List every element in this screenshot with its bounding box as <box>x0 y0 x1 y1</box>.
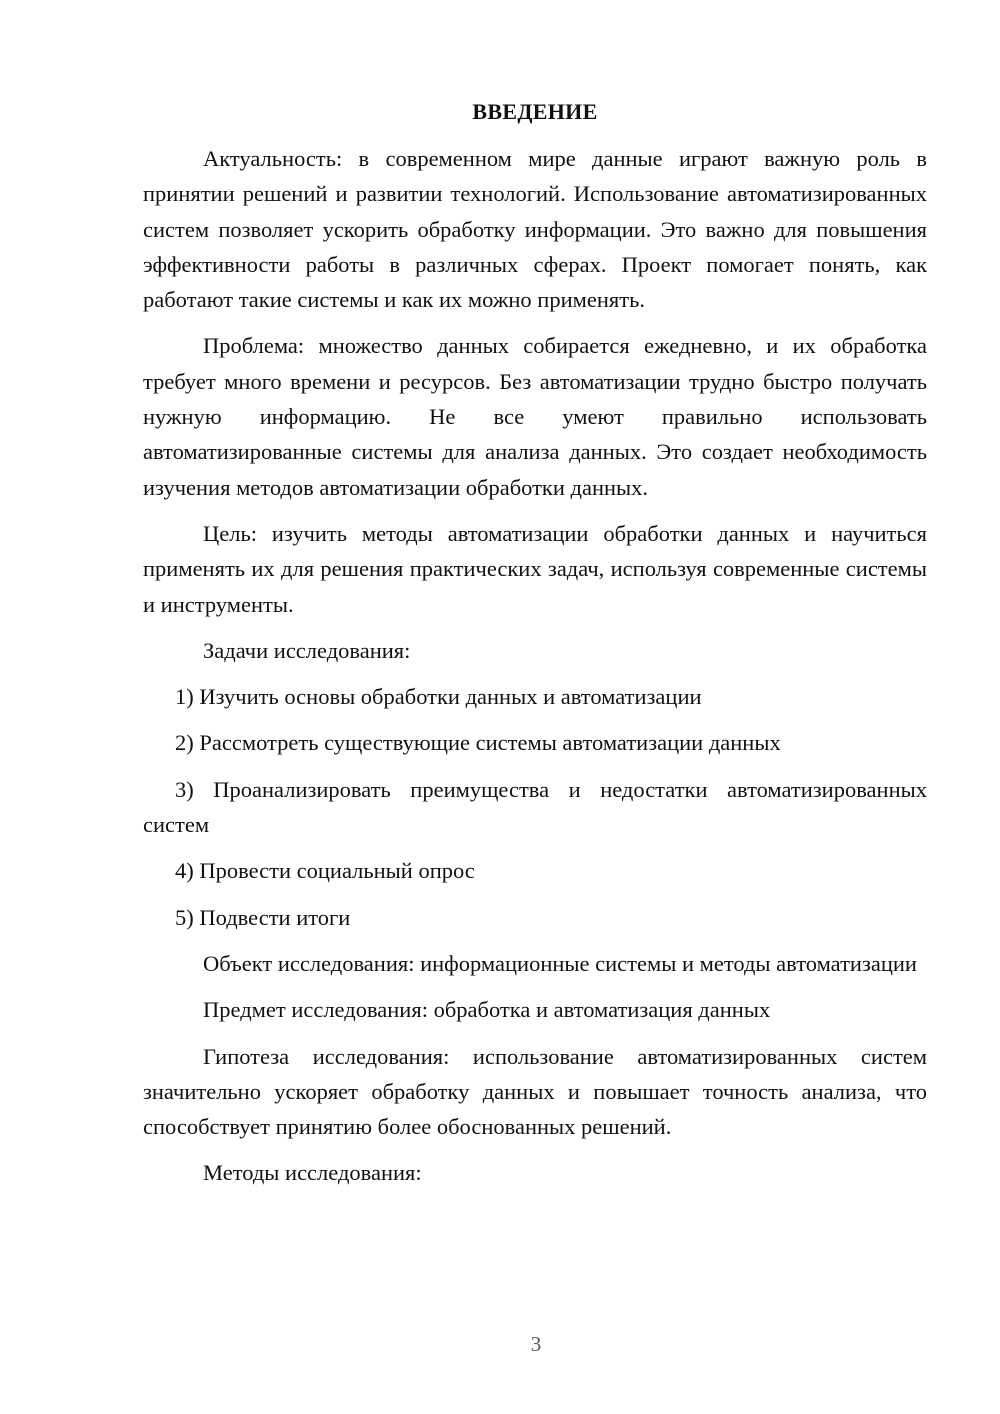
paragraph-hypothesis: Гипотеза исследования: использование автоматизированных систем значительно ускоряет обработку данных и повышает точность анализа, что способствует принятию более обоснованных решений. <box>143 1043 927 1140</box>
paragraph-relevance: Актуальность: в современном мире данные играют важную роль в принятии решений и развитии технологий. Использование автоматизированных систем позволяет ускорить обработку информации. Это важно для повышения эффективности работы в различных сферах. Проект помогает понять, как работают такие системы и как их можно применять. <box>143 146 927 313</box>
page-number: 3 <box>530 1332 542 1356</box>
paragraph-methods: Методы исследования: <box>203 1160 422 1186</box>
paragraph-subject: Предмет исследования: обработка и автоматизация данных <box>203 997 771 1023</box>
task-item-5: 5) Подвести итоги <box>175 904 351 930</box>
paragraph-goal: Цель: изучить методы автоматизации обработки данных и научиться применять их для решения практических задач, используя современные системы и инструменты. <box>143 520 927 617</box>
task-item-3: 3) Проанализировать преимущества и недостатки автоматизированных систем <box>143 776 927 838</box>
task-item-4: 4) Провести социальный опрос <box>175 858 475 884</box>
page-content <box>143 94 927 1202</box>
section-title: ВВЕДЕНИЕ <box>472 99 598 124</box>
paragraph-problem: Проблема: множество данных собирается ежедневно, и их обработка требует много времени и ресурсов. Без автоматизации трудно быстро получать нужную информацию. Не все умеют правильно использовать автоматизированные системы для анализа данных. Это создает необходимость изучения методов автоматизации обработки данных. <box>143 333 927 500</box>
task-item-1: 1) Изучить основы обработки данных и автоматизации <box>175 684 702 710</box>
paragraph-object: Объект исследования: информационные системы и методы автоматизации <box>203 950 917 976</box>
paragraph-tasks-heading: Задачи исследования: <box>203 637 411 663</box>
task-item-2: 2) Рассмотреть существующие системы автоматизации данных <box>175 730 781 756</box>
